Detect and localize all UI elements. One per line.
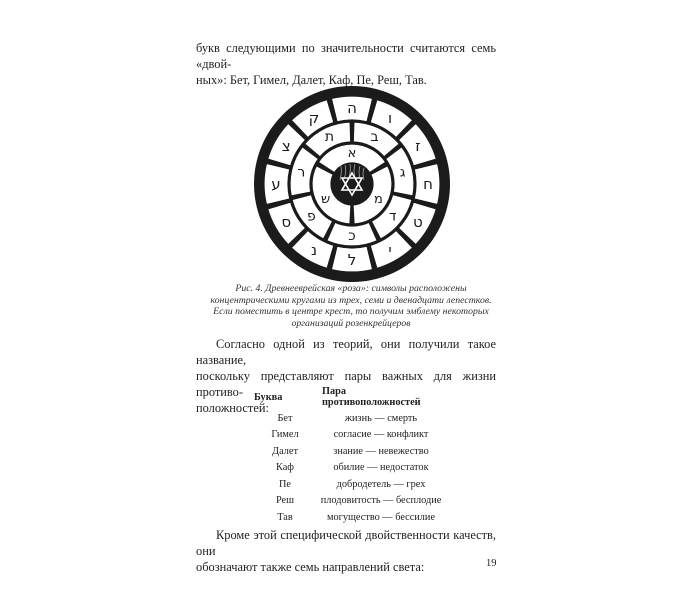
- hebrew-letter: ח: [423, 175, 433, 193]
- row-pair: обилие — недостаток: [333, 462, 429, 474]
- directions-paragraph: [196, 527, 496, 575]
- row-pair: согласие — конфликт: [333, 429, 429, 441]
- hebrew-letter: ש: [320, 191, 331, 207]
- table-row: [250, 443, 442, 460]
- row-letter: Далет: [272, 445, 298, 457]
- row-letter: Тав: [277, 511, 293, 523]
- intro-paragraph: [196, 40, 496, 88]
- hebrew-letter: ל: [347, 251, 357, 269]
- table-row: [250, 476, 442, 493]
- hebrew-letter: ב: [370, 129, 379, 146]
- hebrew-letter: י: [388, 240, 392, 259]
- hebrew-rose-figure: [252, 84, 452, 284]
- theory-line-3: положностей:: [196, 401, 269, 415]
- hebrew-letter: ג: [399, 164, 406, 181]
- hebrew-letter: ז: [415, 137, 421, 155]
- table-row: [250, 410, 442, 427]
- hebrew-letter: ד: [388, 208, 397, 225]
- caption-line-2: концентрическими кругами из трех, семи и двенадцати лепестков.: [210, 294, 492, 306]
- table-header-row: [250, 386, 442, 410]
- hebrew-letter: ע: [271, 175, 281, 193]
- hebrew-letter: ה: [347, 99, 357, 117]
- hebrew-letter: ק: [308, 109, 320, 128]
- row-pair: плодовитость — бесплодие: [320, 495, 442, 507]
- row-letter: Реш: [275, 495, 295, 507]
- caption-line-3: Если поместить в центре крест, то получим эмблему некоторых: [213, 306, 489, 317]
- theory-line-2: поскольку представляют пары важных для жизни противо-: [196, 369, 496, 399]
- table-row: [250, 427, 442, 444]
- row-pair: могущество — бессилие: [326, 511, 436, 523]
- hebrew-letter: ר: [297, 164, 306, 181]
- directions-line-1: Кроме этой специфической двойственности качеств, они: [196, 528, 496, 558]
- row-pair: жизнь — смерть: [344, 412, 418, 424]
- table-row: [250, 493, 442, 510]
- figure-caption: [206, 283, 496, 329]
- row-letter: Пе: [278, 478, 291, 490]
- caption-line-4: организаций розенкрейцеров: [291, 317, 411, 329]
- theory-line-1: Согласно одной из теорий, они получили такое название,: [196, 337, 496, 367]
- row-pair: знание — невежество: [333, 445, 429, 457]
- hebrew-letter: נ: [310, 240, 318, 259]
- opposites-table: [250, 386, 442, 526]
- center-disc: [333, 165, 371, 203]
- hebrew-letter: ו: [387, 109, 393, 128]
- hebrew-letter: פ: [306, 208, 316, 225]
- row-letter: Гимел: [271, 429, 299, 441]
- intro-line-1: букв следующими по значительности считаются семь «двой-: [196, 41, 496, 71]
- row-letter: Бет: [277, 412, 293, 424]
- page-number: 19: [486, 558, 497, 569]
- header-pair: Пара противоположностей: [322, 386, 421, 408]
- intro-line-2: ных»: Бет, Гимел, Далет, Каф, Пе, Реш, Тав.: [196, 73, 427, 87]
- row-pair: добродетель — грех: [336, 478, 426, 490]
- row-letter: Каф: [276, 462, 294, 474]
- table-row: [250, 509, 442, 526]
- hebrew-letter: ט: [412, 213, 423, 231]
- hebrew-letter: ת: [324, 129, 335, 146]
- hebrew-letter: ס: [281, 213, 292, 231]
- hebrew-letter: מ: [373, 191, 383, 207]
- table-row: [250, 460, 442, 477]
- hebrew-letter: צ: [281, 137, 291, 155]
- header-letter: Буква: [254, 391, 283, 403]
- directions-line-2: обозначают также семь направлений света:: [196, 560, 425, 574]
- caption-line-1: Рис. 4. Древнееврейская «роза»: символы расположены: [235, 283, 467, 294]
- hebrew-letter: א: [347, 146, 357, 161]
- hebrew-letter: כ: [348, 228, 356, 244]
